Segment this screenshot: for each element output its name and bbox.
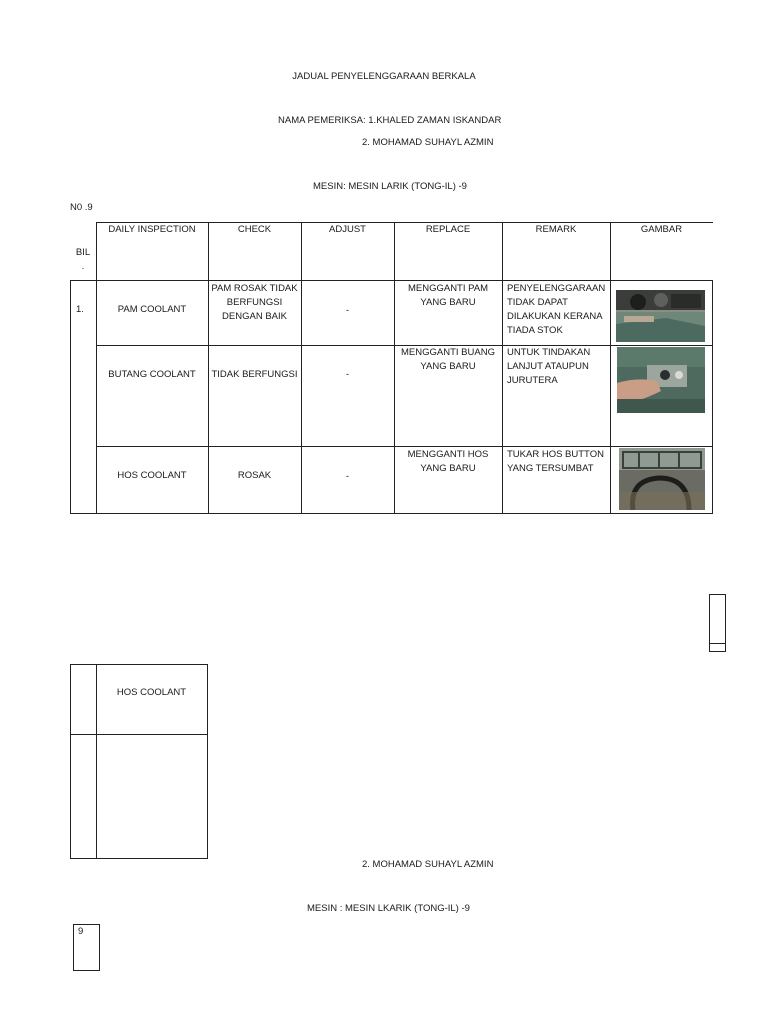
inspector-name-1: NAMA PEMERIKSA: 1.KHALED ZAMAN ISKANDAR [278, 115, 502, 126]
inspector-name-2: 2. MOHAMAD SUHAYL AZMIN [362, 137, 494, 148]
button-photo [617, 347, 705, 413]
pump-photo [616, 290, 705, 342]
row-replace: MENGGANTI HOS YANG BARU [407, 449, 489, 474]
fragment-number-box [73, 924, 100, 971]
row-daily-inspection: HOS COOLANT [117, 470, 187, 481]
header-daily-inspection: DAILY INSPECTION [108, 224, 196, 235]
fragment-number: 9 [78, 926, 84, 937]
row-daily-inspection: BUTANG COOLANT [108, 369, 196, 380]
machine-label: MESIN: MESIN LARIK (TONG-IL) -9 [313, 181, 467, 192]
row-check: PAM ROSAK TIDAK BERFUNGSI DENGAN BAIK [211, 283, 298, 322]
header-bil-dot: . [81, 261, 85, 272]
row-remark: TUKAR HOS BUTTON YANG TERSUMBAT [507, 449, 604, 474]
row-check: TIDAK BERFUNGSI [211, 369, 298, 380]
row-bil: 1. [76, 304, 84, 315]
row-adjust: - [345, 305, 350, 316]
row-adjust: - [345, 471, 350, 482]
number-label: N0 .9 [70, 202, 93, 213]
document-title: JADUAL PENYELENGGARAAN BERKALA [292, 71, 476, 82]
row-replace: MENGGANTI PAM YANG BARU [407, 283, 489, 308]
row-remark: UNTUK TINDAKAN LANJUT ATAUPUN JURUTERA [507, 347, 591, 386]
header-gambar: GAMBAR [640, 224, 683, 235]
row-replace: MENGGANTI BUANG YANG BARU [401, 347, 495, 372]
row-check: ROSAK [237, 470, 272, 481]
header-check: CHECK [237, 224, 272, 235]
hose-photo [619, 448, 705, 510]
header-adjust: ADJUST [329, 224, 366, 235]
fragment-hos-coolant: HOS COOLANT [116, 687, 187, 698]
fragment-inspector-name-2: 2. MOHAMAD SUHAYL AZMIN [362, 859, 494, 870]
header-remark: REMARK [535, 224, 577, 235]
row-remark: PENYELENGGARAAN TIDAK DAPAT DILAKUKAN KERANA TIADA STOK [507, 283, 606, 336]
header-bil: BIL [75, 247, 91, 258]
header-replace: REPLACE [425, 224, 471, 235]
row-daily-inspection: PAM COOLANT [117, 304, 187, 315]
fragment-machine-label: MESIN : MESIN LKARIK (TONG-IL) -9 [307, 903, 470, 914]
row-adjust: - [345, 369, 350, 380]
